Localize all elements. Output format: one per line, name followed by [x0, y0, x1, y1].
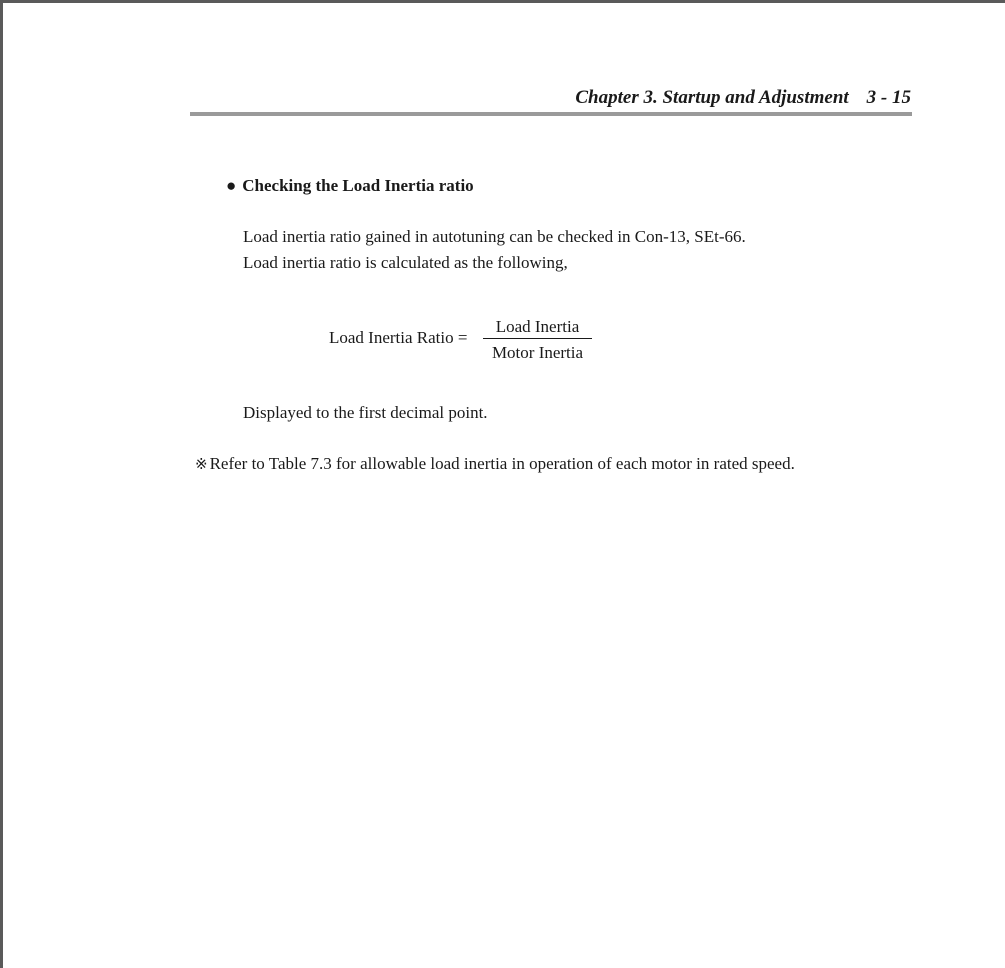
body-line-1: Load inertia ratio gained in autotuning can be checked in Con-13, SEt-66.	[243, 227, 746, 246]
window-top-border	[0, 0, 1005, 3]
section-heading	[226, 176, 474, 196]
page-number: 3 - 15	[866, 87, 911, 108]
body-line-2: Load inertia ratio is calculated as the following,	[243, 253, 568, 272]
formula-denominator: Motor Inertia	[491, 343, 584, 362]
body-line-3: Displayed to the first decimal point.	[243, 403, 488, 422]
window-left-border	[0, 0, 3, 968]
header-divider	[190, 112, 912, 116]
formula-fraction	[483, 315, 592, 365]
bullet-icon: ●	[226, 176, 237, 195]
formula-lhs: Load Inertia Ratio =	[329, 328, 468, 347]
reference-mark-icon: ※	[195, 455, 208, 473]
chapter-title: Chapter 3. Startup and Adjustment	[575, 87, 849, 108]
note-text: Refer to Table 7.3 for allowable load inertia in operation of each motor in rated speed.	[209, 454, 795, 473]
reference-note	[195, 454, 795, 474]
formula-numerator: Load Inertia	[495, 317, 580, 336]
section-title: Checking the Load Inertia ratio	[242, 176, 474, 195]
page-header	[190, 84, 911, 112]
